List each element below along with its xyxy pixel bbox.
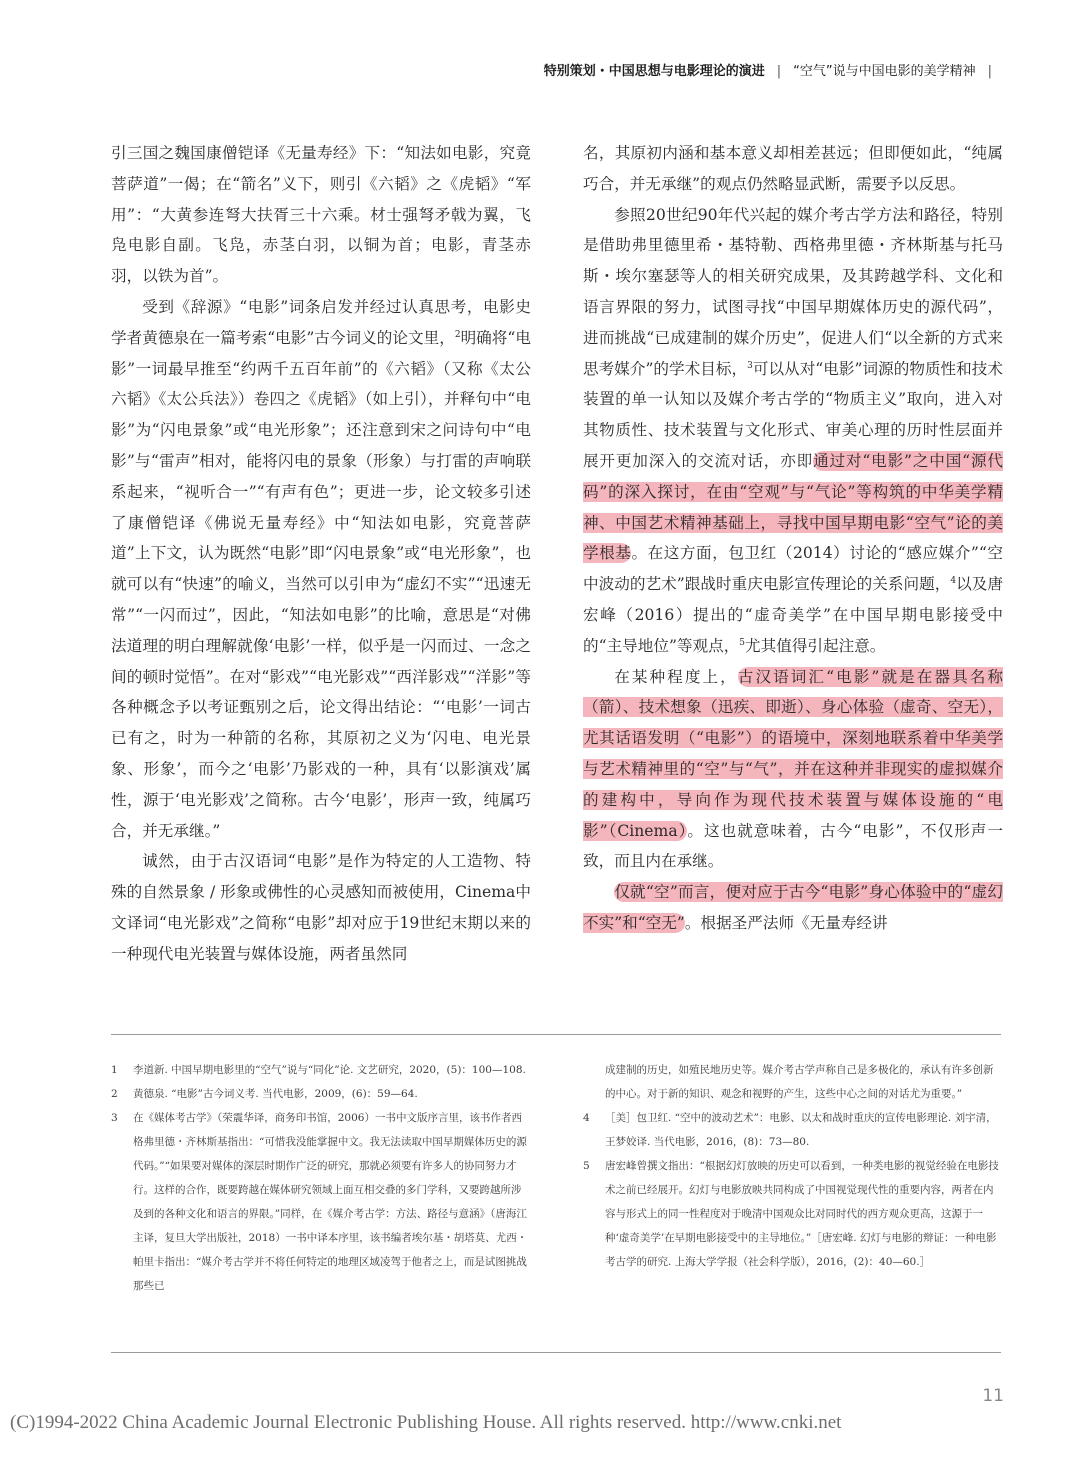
header-section: 特别策划・中国思想与电影理论的演进 <box>543 64 765 79</box>
footnote-divider-top <box>111 1034 1001 1035</box>
header-end-mark: | <box>987 64 992 79</box>
right-paragraph-4 <box>583 877 1003 939</box>
left-paragraph-2-text-a: 受到《辞源》“电影”词条启发并经过认真思考，电影史学者黄德泉在一篇考索“电影”古今词义的论文里， <box>111 297 531 347</box>
footnote-divider-bottom <box>111 1352 1001 1353</box>
footnote-ref-4[interactable]: 4 <box>950 576 957 587</box>
footnote-text: 唐宏峰曾撰文指出：“根据幻灯放映的历史可以看到，一种类电影的视觉经验在电影技术之前已经展开。幻灯与电影放映共同构成了中国视觉现代性的重要内容，两者在内容与形式上的同一性程度对于晚清中国观众比对同时代的西方观众更高，这源于一种‘虚奇美学’在早期电影接受中的主导地位。”［唐宏峰. 幻灯与电影的辩证：一种电影考古学的研究. 上海大学学报（社会科学版），2016，(2)：40—60.］ <box>605 1160 999 1268</box>
right-paragraph-2-text-b: 可以从对“电影”词源的物质性和技术装置的单一认知以及媒介考古学的“物质主义”取向，进入对其物质性、技术装置与文化形式、审美心理的历时性层面并展开更加深入的交流对话，亦即 <box>583 359 1003 470</box>
footnote-3 <box>111 1106 531 1298</box>
footnote-3-continued <box>583 1058 1003 1106</box>
footnote-2 <box>111 1082 531 1106</box>
footnote-number: 4 <box>583 1112 590 1124</box>
right-paragraph-3-text-b: 。这也就意味着，古今“电影”，不仅形声一致，而且内在承继。 <box>583 821 1003 871</box>
footnote-number <box>583 1058 605 1106</box>
footnote-number: 5 <box>583 1160 590 1172</box>
footnote-4 <box>583 1106 1003 1154</box>
right-paragraph-3 <box>583 662 1003 878</box>
right-paragraph-2-text-c: 。在这方面，包卫红（2014）讨论的“感应媒介”“空中波动的艺术”跟战时重庆电影宣传理论的关系问题， <box>583 544 1003 594</box>
right-paragraph-1: 名，其原初内涵和基本意义却相差甚远；但即便如此，“纯属巧合，并无承继”的观点仍然略显武断，需要予以反思。 <box>583 144 1003 193</box>
right-paragraph-2-text-e: 尤其值得引起注意。 <box>745 636 886 655</box>
right-paragraph-2-text-a: 参照20世纪90年代兴起的媒介考古学方法和路径，特别是借助弗里德里希・基特勒、西格弗里德・齐林斯基与托马斯・埃尔塞瑟等人的相关研究成果，及其跨越学科、文化和语言界限的努力，试图寻找“中国早期媒体历史的源代码”，进而挑战“已成建制的媒介历史”，促进人们“以全新的方式来思考媒介”的学术目标， <box>583 205 1003 378</box>
footnote-number: 3 <box>111 1112 118 1124</box>
footnote-5 <box>583 1154 1003 1274</box>
footnotes-right-column <box>583 1058 1003 1274</box>
right-paragraph-3-text-a: 在某种程度上， <box>614 667 738 686</box>
highlight-1: 通过对“电影”之中国“源代码”的深入探讨，在由“空观”与“气论”等构筑的中华美学精神、中国艺术精神基础上，寻找中国早期电影“空气”论的美学根基 <box>583 451 1003 563</box>
footnote-ref-5[interactable]: 5 <box>739 637 746 648</box>
left-paragraph-3: 诚然，由于古汉语词“电影”是作为特定的人工造物、特殊的自然景象 / 形象或佛性的心灵感知而被使用，Cinema中文译词“电光影戏”之简称“电影”却对应于19世纪末期以来的一种现代电光装置与媒体设施，两者虽然同 <box>111 852 531 963</box>
copyright-watermark: (C)1994-2022 China Academic Journal Electronic Publishing House. All rights reserved. http://www.cnki.net <box>10 1412 842 1433</box>
highlight-3: 仅就“空”而言，便对应于古今“电影”身心体验中的“虚幻不实”和“空无” <box>583 883 1003 932</box>
header-article-title: “空气”说与中国电影的美学精神 <box>793 64 976 79</box>
footnote-text: 在《媒体考古学》（荣震华译，商务印书馆，2006）一书中文版序言里，该书作者西格弗里德・齐林斯基指出：“可惜我没能掌握中文。我无法读取中国早期媒体历史的源代码。”“如果要对媒体的深层时期作广泛的研究，那就必须要有许多人的协同努力才行。这样的合作，既要跨越在媒体研究领域上面互相交叠的多门学科，又要跨越所涉及到的各种文化和语言的界限。”同样，在《媒介考古学：方法、路径与意涵》（唐海江主译，复旦大学出版社，2018）一书中译本序里，该书编者埃尔基・胡塔莫、尤西・帕里卡指出：“媒介考古学并不将任何特定的地理区域凌驾于他者之上，而是试图挑战那些已 <box>133 1112 528 1292</box>
header-separator: | <box>776 64 782 79</box>
footnote-number: 2 <box>111 1088 118 1100</box>
footnote-1 <box>111 1058 531 1082</box>
right-paragraph-2-text-d: 以及唐宏峰（2016）提出的“虚奇美学”在中国早期电影接受中的“主导地位”等观点， <box>583 575 1003 655</box>
footnote-number: 1 <box>111 1064 118 1076</box>
footnote-ref-2[interactable]: 2 <box>454 329 461 340</box>
footnote-text: 李道新. 中国早期电影里的“空气”说与“同化”论. 文艺研究，2020，(5)：100—108. <box>133 1064 526 1076</box>
right-paragraph-2 <box>583 200 1003 662</box>
footnote-ref-3[interactable]: 3 <box>747 360 753 371</box>
footnote-text: 成建制的历史，如殖民地历史等。媒介考古学声称自己是多极化的，承认有许多创新的中心。对于新的知识、观念和视野的产生，这些中心之间的对话尤为重要。” <box>605 1064 994 1100</box>
page-number: 11 <box>982 1386 1004 1406</box>
right-text-column <box>583 138 1003 939</box>
left-text-column <box>111 138 531 970</box>
left-paragraph-2 <box>111 292 531 846</box>
left-paragraph-2-text-b: 明确将“电影”一词最早推至“约两千五百年前”的《六韬》（又称《太公六韬》《太公兵法》）卷四之《虎韬》（如上引），并释句中“电影”为“闪电景象”或“电光形象”；还注意到宋之问诗句中“电影”与“雷声”相对，能将闪电的景象（形象）与打雷的声响联系起来，“视听合一”“有声有色”；更进一步，论文较多引述了康僧铠译《佛说无量寿经》中“知法如电影，究竟菩萨道”上下文，认为既然“电影”即“闪电景象”或“电光形象”，也就可以有“快速”的喻义，当然可以引申为“虚幻不实”“迅速无常”“一闪而过”，因此，“知法如电影”的比喻，意思是“对佛法道理的明白理解就像‘电影’一样，似乎是一闪而过、一念之间的顿时觉悟”。在对“影戏”“电光影戏”“西洋影戏”“洋影”等各种概念予以考证甄别之后，论文得出结论：“‘电影’一词古已有之，时为一种箭的名称，其原初之义为‘闪电、电光景象、形象’，而今之‘电影’乃影戏的一种，具有‘以影演戏’属性，源于‘电光影戏’之简称。古今‘电影’，形声一致，纯属巧合，并无承继。” <box>111 328 531 840</box>
footnotes-left-column <box>111 1058 531 1298</box>
right-paragraph-4-text-b: 。根据圣严法师《无量寿经讲 <box>684 913 888 932</box>
footnote-text: ［美］包卫红. “空中的波动艺术”：电影、以太和战时重庆的宣传电影理论. 刘宇清，王梦姣译. 当代电影，2016，(8)：73—80. <box>605 1112 997 1148</box>
left-paragraph-1: 引三国之魏国康僧铠译《无量寿经》下：“知法如电影，究竟菩萨道”一偈；在“箭名”义下，则引《六韬》之《虎韬》“军用”：“大黄参连弩大扶胥三十六乘。材士强弩矛戟为翼，飞凫电影自副。飞凫，赤茎白羽，以铜为首；电影，青茎赤羽，以铁为首”。 <box>111 144 531 286</box>
running-header <box>544 60 1004 79</box>
footnote-text: 黄德泉. “电影”古今词义考. 当代电影，2009，(6)：59—64. <box>133 1088 418 1100</box>
highlight-2: 古汉语词汇“电影”就是在器具名称（箭）、技术想象（迅疾、即逝）、身心体验（虚奇、空无），尤其话语发明（“电影”）的语境中，深刻地联系着中华美学与艺术精神里的“空”与“气”，并在这种并非现实的虚拟媒介的建构中，导向作为现代技术装置与媒体设施的“电影”（Cinema） <box>583 667 1003 840</box>
